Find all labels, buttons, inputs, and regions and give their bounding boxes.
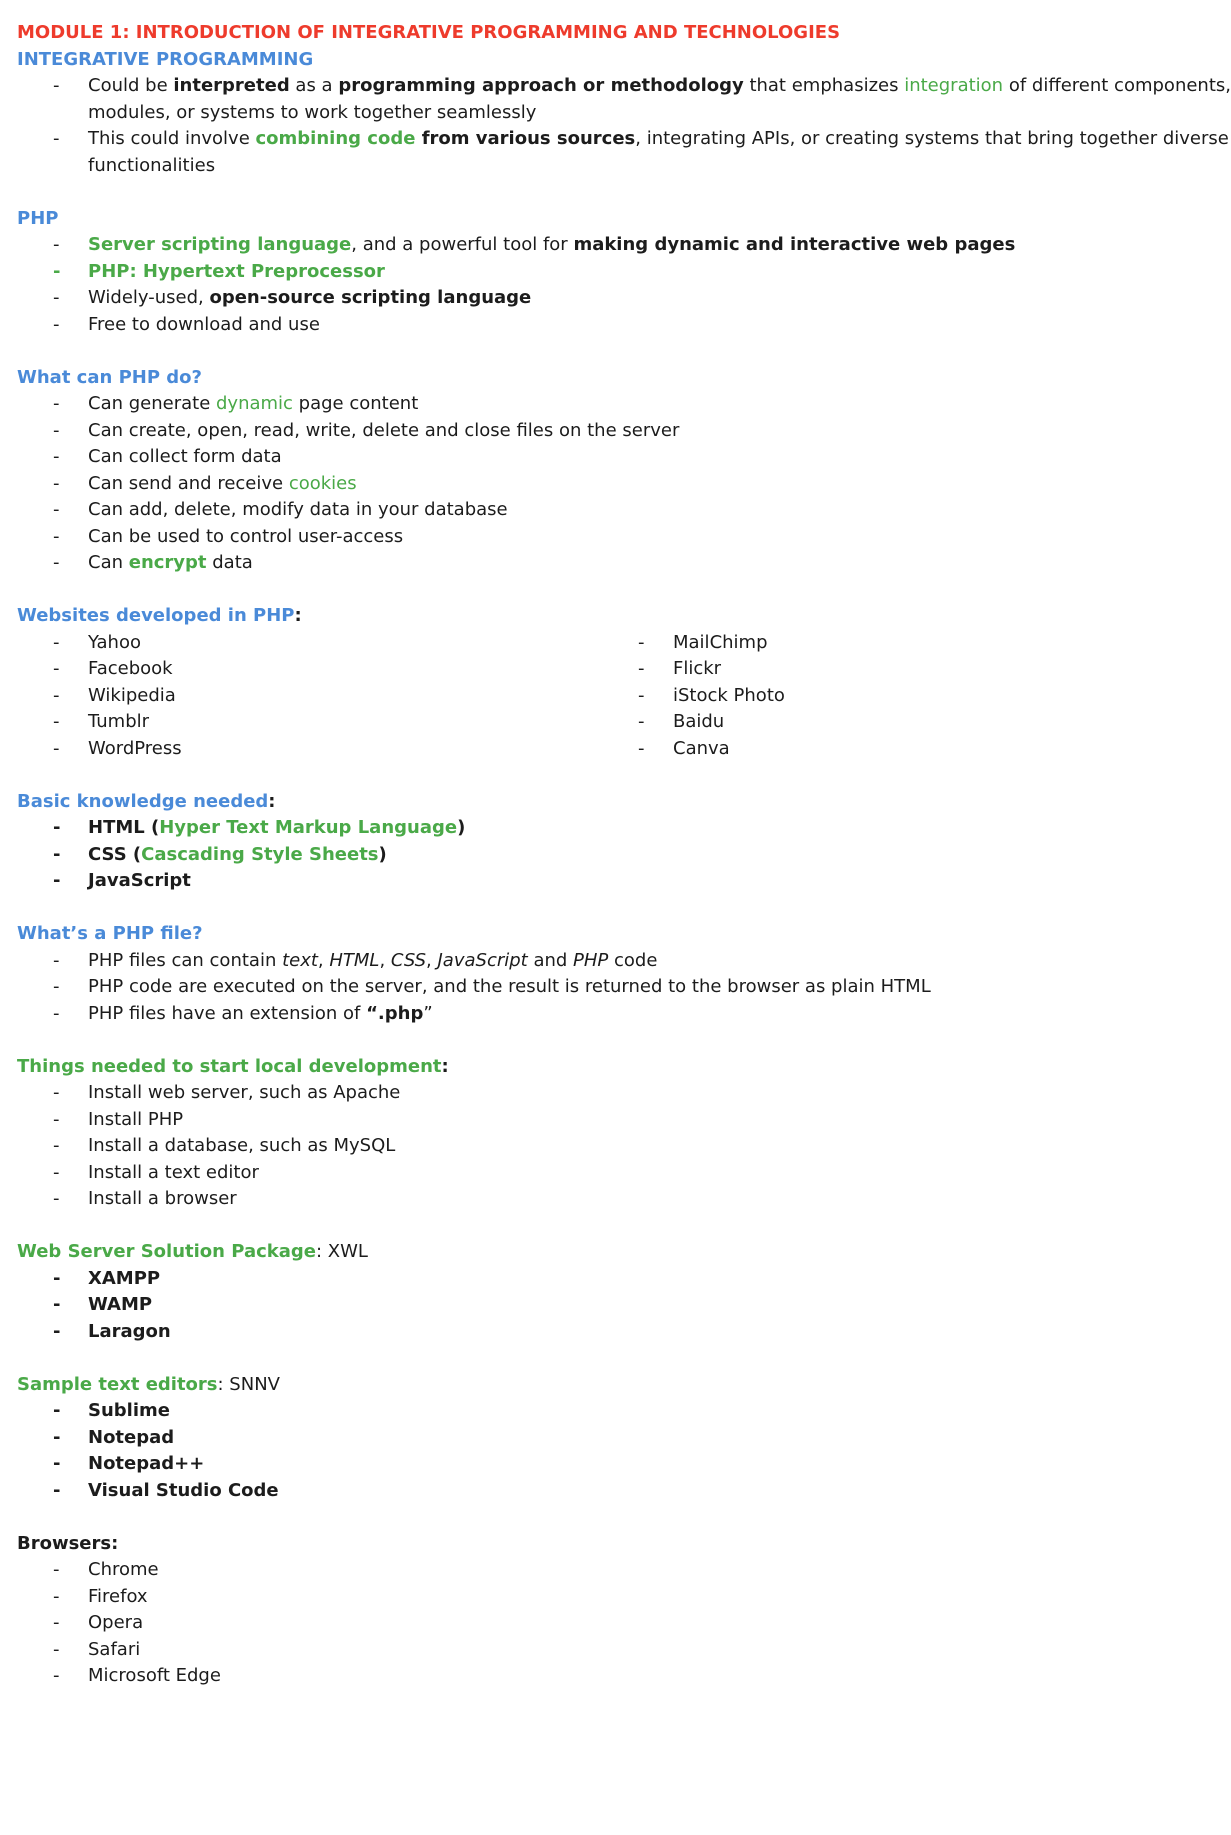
websites-heading: Websites developed in PHP: xyxy=(17,605,302,626)
server-pkg-heading: Web Server Solution Package: XWL xyxy=(17,1241,368,1262)
list-item: - Laragon xyxy=(17,1319,1187,1346)
list-item: - HTML (Hyper Text Markup Language) xyxy=(17,815,1187,842)
list-item: - PHP files have an extension of “.php” xyxy=(17,1001,1187,1028)
list-item: - WAMP xyxy=(17,1292,1187,1319)
list-item: - Can generate dynamic page content xyxy=(17,391,1187,418)
list-item: - Notepad++ xyxy=(17,1451,1187,1478)
list-item: - Install PHP xyxy=(17,1107,1187,1134)
list-item: - Can collect form data xyxy=(17,444,1187,471)
list-item: - Chrome xyxy=(17,1557,1187,1584)
list-item: - Can create, open, read, write, delete and close files on the server xyxy=(17,418,1187,445)
document-page xyxy=(17,20,1231,1690)
list-item: - Opera xyxy=(17,1610,1187,1637)
section-basic-knowledge xyxy=(17,789,1187,895)
php-file-heading: What’s a PHP file? xyxy=(17,923,203,944)
list-item: - Wikipedia xyxy=(17,683,602,710)
list-item: - Firefox xyxy=(17,1584,1187,1611)
list-item: - Yahoo xyxy=(17,630,602,657)
list-item: - Can add, delete, modify data in your database xyxy=(17,497,1187,524)
browsers-heading: Browsers: xyxy=(17,1532,119,1554)
local-dev-heading: Things needed to start local development: xyxy=(17,1055,449,1077)
section-php xyxy=(17,206,1187,339)
editors-heading: Sample text editors: SNNV xyxy=(17,1373,280,1395)
list-item: - Widely-used, open-source scripting language xyxy=(17,285,1187,312)
list-item: - Install a database, such as MySQL xyxy=(17,1133,1187,1160)
list-item: - Canva xyxy=(602,736,1187,763)
list-item: - Notepad xyxy=(17,1425,1187,1452)
list-item: - Sublime xyxy=(17,1398,1187,1425)
websites-columns xyxy=(17,630,1187,763)
list-item: - MailChimp xyxy=(602,630,1187,657)
section-integrative-programming xyxy=(17,47,1231,180)
list-item: - iStock Photo xyxy=(602,683,1187,710)
section-local-development xyxy=(17,1054,1187,1213)
module-title: MODULE 1: INTRODUCTION OF INTEGRATIVE PROGRAMMING AND TECHNOLOGIES xyxy=(17,22,841,43)
list-item: - Can encrypt data xyxy=(17,550,1187,577)
list-item: - CSS (Cascading Style Sheets) xyxy=(17,842,1187,869)
list-item: - PHP files can contain text, HTML, CSS, JavaScript and PHP code xyxy=(17,948,1187,975)
list-item-continuation: functionalities xyxy=(88,154,216,176)
list-item: - Safari xyxy=(17,1637,1187,1664)
list-item: - Free to download and use xyxy=(17,312,1187,339)
list-item: - Server scripting language, and a powerful tool for making dynamic and interactive web pages xyxy=(17,232,1187,259)
list-item: - Can send and receive cookies xyxy=(17,471,1187,498)
list-item: - Install a browser xyxy=(17,1186,1187,1213)
list-item: - PHP: Hypertext Preprocessor xyxy=(17,259,1187,286)
list-item: - Microsoft Edge xyxy=(17,1663,1187,1690)
list-item: - WordPress xyxy=(17,736,602,763)
list-item: - This could involve combining code from various sources, integrating APIs, or creating systems that bring together diverse xyxy=(17,126,1187,153)
list-item: - PHP code are executed on the server, and the result is returned to the browser as plain HTML xyxy=(17,974,1187,1001)
list-item: - Can be used to control user-access xyxy=(17,524,1187,551)
list-item: - Could be interpreted as a programming approach or methodology that emphasizes integration of different components, xyxy=(17,73,1187,100)
websites-right-column xyxy=(602,630,1187,763)
section-what-can-php-do xyxy=(17,365,1187,577)
list-item: - Baidu xyxy=(602,709,1187,736)
list-item: - Facebook xyxy=(17,656,602,683)
list-item: - Install web server, such as Apache xyxy=(17,1080,1187,1107)
section-text-editors xyxy=(17,1372,1187,1505)
list-item: - Visual Studio Code xyxy=(17,1478,1187,1505)
basic-heading: Basic knowledge needed: xyxy=(17,790,276,812)
list-item: - XAMPP xyxy=(17,1266,1187,1293)
list-item: - Install a text editor xyxy=(17,1160,1187,1187)
integrative-heading: INTEGRATIVE PROGRAMMING xyxy=(17,48,314,70)
list-item: - JavaScript xyxy=(17,868,1187,895)
list-item: - Tumblr xyxy=(17,709,602,736)
section-websites xyxy=(17,603,1187,762)
section-browsers xyxy=(17,1531,1187,1690)
section-web-server-package xyxy=(17,1239,1187,1345)
php-heading: PHP xyxy=(17,207,59,229)
list-item: - Flickr xyxy=(602,656,1187,683)
list-item-continuation: modules, or systems to work together seamlessly xyxy=(88,101,537,123)
websites-left-column xyxy=(17,630,602,763)
section-php-file xyxy=(17,921,1187,1027)
can-do-heading: What can PHP do? xyxy=(17,366,202,388)
